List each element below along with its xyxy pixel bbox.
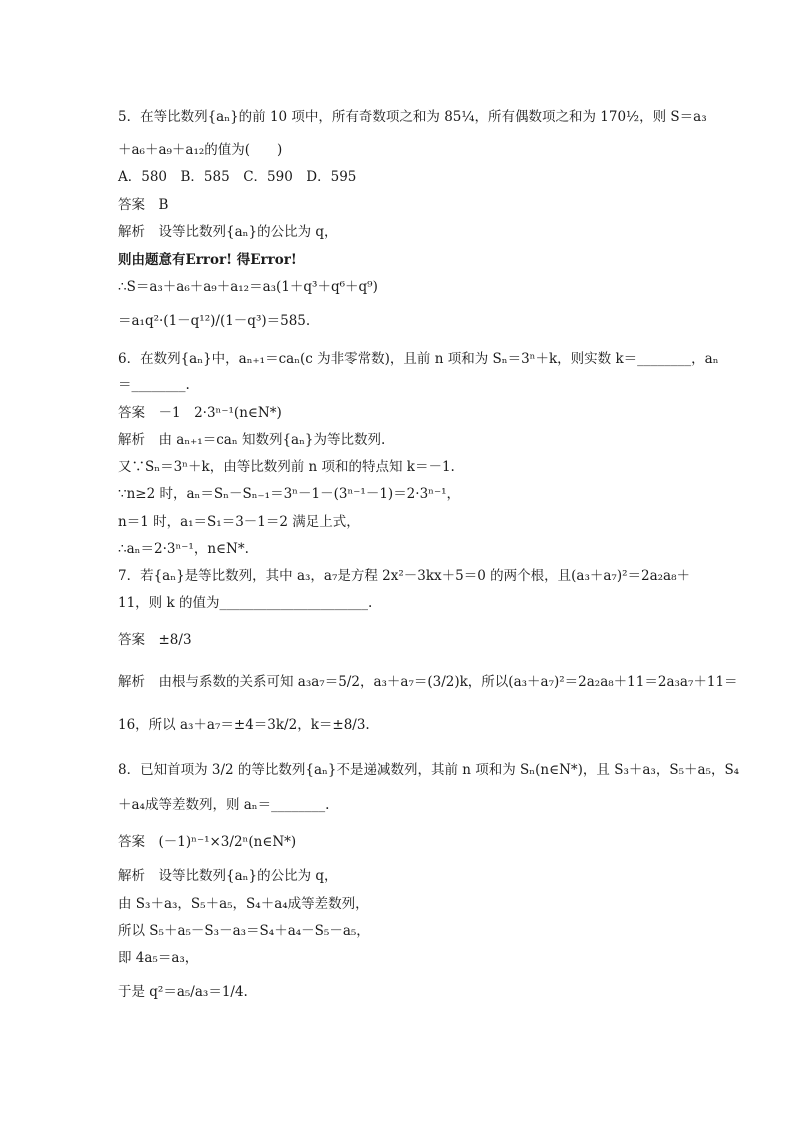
text-line: 答案 B: [118, 197, 169, 213]
text-line: 5．在等比数列{aₙ}的前 10 项中，所有奇数项之和为 85¼，所有偶数项之和为 170½，则 S＝a₃: [118, 109, 707, 125]
text-line: 解析 由 aₙ₊₁＝caₙ 知数列{aₙ}为等比数列.: [118, 432, 386, 448]
text-line: ＋a₄成等差数列，则 aₙ＝________.: [118, 797, 330, 813]
text-line: 16，所以 a₃＋a₇＝±4＝3k/2，k＝±8/3.: [118, 717, 370, 733]
text-line: 解析 设等比数列{aₙ}的公比为 q，: [118, 224, 338, 240]
text-line: n＝1 时，a₁＝S₁＝3－1＝2 满足上式，: [118, 514, 360, 530]
text-line: ＝________.: [118, 377, 190, 393]
text-line: 所以 S₅＋a₅－S₃－a₃＝S₄＋a₄－S₅－a₅，: [118, 923, 370, 939]
text-line: 6．在数列{aₙ}中，aₙ₊₁＝caₙ(c 为非零常数)，且前 n 项和为 Sₙ＝3ⁿ＋k，则实数 k＝________，aₙ: [118, 351, 719, 367]
text-line: ＋a₆＋a₉＋a₁₂的值为( ): [118, 142, 283, 158]
text-line: ∴S＝a₃＋a₆＋a₉＋a₁₂＝a₃(1＋q³＋q⁶＋q⁹): [118, 279, 378, 295]
text-line: 11，则 k 的值为______________________.: [118, 595, 373, 611]
text-line: 即 4a₅＝a₃，: [118, 950, 199, 966]
text-line: 解析 由根与系数的关系可知 a₃a₇＝5/2，a₃＋a₇＝(3/2)k，所以(a₃＋a₇)²＝2a₂a₈＋11＝2a₃a₇＋11＝: [118, 674, 738, 690]
text-line: 7．若{aₙ}是等比数列，其中 a₃，a₇是方程 2x²－3kx＋5＝0 的两个根，且(a₃＋a₇)²＝2a₂a₈＋: [118, 568, 691, 584]
text-line: 于是 q²＝a₅/a₃＝1/4.: [118, 984, 248, 1000]
text-line: A．580 B．585 C．590 D．595: [118, 169, 357, 185]
text-line: 答案 －1 2·3ⁿ⁻¹(n∈N*): [118, 405, 282, 421]
text-line: 8．已知首项为 3/2 的等比数列{aₙ}不是递减数列，其前 n 项和为 Sₙ(n∈N*)，且 S₃＋a₃，S₅＋a₅，S₄: [118, 762, 740, 778]
text-line: 答案 ±8/3: [118, 632, 192, 648]
text-line: 则由题意有Error! 得Error!: [118, 252, 297, 268]
text-line: 答案 (－1)ⁿ⁻¹×3/2ⁿ(n∈N*): [118, 834, 297, 850]
text-line: 由 S₃＋a₃，S₅＋a₅，S₄＋a₄成等差数列，: [118, 896, 369, 912]
text-line: ＝a₁q²·(1－q¹²)/(1－q³)＝585.: [118, 313, 311, 329]
text-line: ∵n≥2 时，aₙ＝Sₙ－Sₙ₋₁＝3ⁿ－1－(3ⁿ⁻¹－1)＝2·3ⁿ⁻¹，: [118, 486, 461, 502]
text-line: 又∵Sₙ＝3ⁿ＋k，由等比数列前 n 项和的特点知 k＝－1.: [118, 459, 455, 475]
text-line: ∴aₙ＝2·3ⁿ⁻¹，n∈N*.: [118, 541, 249, 557]
text-line: 解析 设等比数列{aₙ}的公比为 q，: [118, 868, 338, 884]
